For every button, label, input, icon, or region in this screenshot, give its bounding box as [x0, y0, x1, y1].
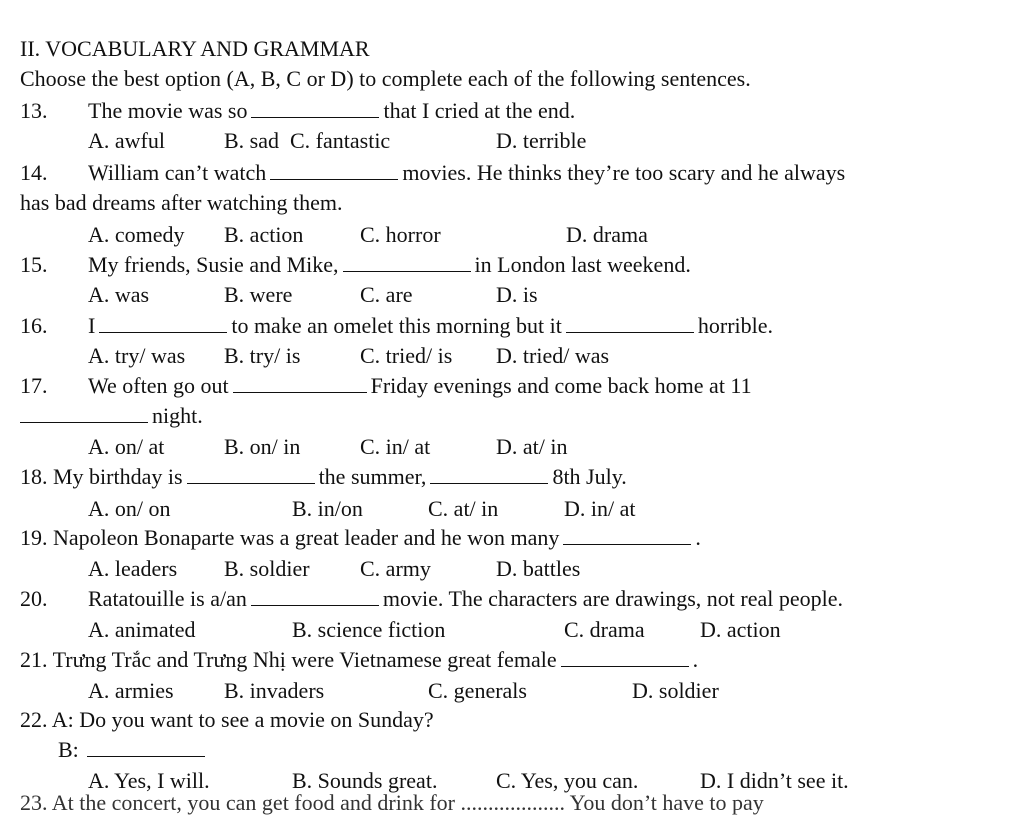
question-text: movies. He thinks they’re too scary and he always: [402, 160, 846, 185]
option-a[interactable]: A. on/ at: [88, 434, 165, 459]
option-c[interactable]: C. in/ at: [360, 434, 431, 459]
question-number: 14.: [20, 160, 48, 185]
question-text: 18. My birthday is: [20, 464, 183, 489]
option-b[interactable]: B. action: [224, 222, 304, 247]
question-17-continued: [20, 401, 203, 431]
question-17: [20, 371, 752, 401]
question-text: We often go out: [88, 373, 229, 398]
answer-blank[interactable]: [430, 463, 548, 484]
question-number: 17.: [20, 373, 48, 398]
question-text: .: [692, 647, 699, 672]
question-18: [20, 462, 627, 492]
option-b[interactable]: B. invaders: [224, 678, 325, 703]
answer-blank[interactable]: [233, 372, 367, 393]
speaker-label: B:: [58, 737, 79, 762]
option-d[interactable]: D. drama: [566, 222, 648, 247]
question-number: 13.: [20, 98, 48, 123]
option-a[interactable]: A. comedy: [88, 222, 185, 247]
question-13: [20, 96, 575, 126]
question-text: The movie was so: [88, 98, 248, 123]
section-heading: II. VOCABULARY AND GRAMMAR: [20, 36, 370, 61]
answer-blank[interactable]: [270, 159, 398, 180]
option-c[interactable]: C. fantastic: [290, 128, 391, 153]
question-text: that I cried at the end.: [383, 98, 576, 123]
question-text: 21. Trưng Trắc and Trưng Nhị were Vietnamese great female: [20, 647, 557, 672]
answer-blank[interactable]: [20, 402, 148, 423]
option-b[interactable]: B. science fiction: [292, 617, 446, 642]
question-text: to make an omelet this morning but it: [231, 313, 562, 338]
question-text: night.: [152, 403, 203, 428]
answer-blank[interactable]: [99, 312, 227, 333]
option-c[interactable]: C. at/ in: [428, 496, 499, 521]
option-d[interactable]: D. is: [496, 282, 538, 307]
question-21: [20, 645, 698, 675]
answer-blank[interactable]: [561, 646, 689, 667]
question-22: 22. A: Do you want to see a movie on Sunday?: [20, 707, 434, 732]
option-b[interactable]: B. soldier: [224, 556, 310, 581]
question-16: [20, 311, 773, 341]
option-a[interactable]: A. on/ on: [88, 496, 171, 521]
question-15: [20, 250, 691, 280]
option-b[interactable]: B. in/on: [292, 496, 363, 521]
option-a[interactable]: A. leaders: [88, 556, 178, 581]
option-c[interactable]: C. generals: [428, 678, 527, 703]
option-d[interactable]: D. soldier: [632, 678, 719, 703]
option-b[interactable]: B. were: [224, 282, 293, 307]
option-a[interactable]: A. armies: [88, 678, 174, 703]
option-a[interactable]: A. awful: [88, 128, 165, 153]
option-b[interactable]: B. Sounds great.: [292, 768, 438, 793]
option-d[interactable]: D. I didn’t see it.: [700, 768, 849, 793]
option-d[interactable]: D. at/ in: [496, 434, 568, 459]
option-c[interactable]: C. horror: [360, 222, 441, 247]
question-22-reply: [58, 735, 209, 765]
question-19: [20, 523, 701, 553]
option-b[interactable]: B. sad: [224, 128, 279, 153]
question-text: William can’t watch: [88, 160, 267, 185]
option-b[interactable]: B. try/ is: [224, 343, 301, 368]
option-b[interactable]: B. on/ in: [224, 434, 301, 459]
question-number: 16.: [20, 313, 48, 338]
answer-blank[interactable]: [187, 463, 315, 484]
question-text: I: [88, 313, 96, 338]
question-23-cutoff: 23. At the concert, you can get food and drink for ................... You don’t have to pay: [20, 790, 764, 815]
answer-blank[interactable]: [563, 524, 691, 545]
answer-blank[interactable]: [87, 736, 205, 757]
option-a[interactable]: A. try/ was: [88, 343, 186, 368]
question-text: in London last weekend.: [474, 252, 691, 277]
question-text: 8th July.: [552, 464, 627, 489]
option-d[interactable]: D. battles: [496, 556, 581, 581]
option-d[interactable]: D. terrible: [496, 128, 587, 153]
question-number: 15.: [20, 252, 48, 277]
question-text: the summer,: [318, 464, 427, 489]
option-d[interactable]: D. tried/ was: [496, 343, 610, 368]
question-text: .: [695, 525, 701, 550]
question-14: [20, 158, 845, 188]
question-20: [20, 584, 843, 614]
question-text: Friday evenings and come back home at 11: [370, 373, 752, 398]
option-c[interactable]: C. Yes, you can.: [496, 768, 639, 793]
option-d[interactable]: D. in/ at: [564, 496, 636, 521]
option-a[interactable]: A. Yes, I will.: [88, 768, 210, 793]
option-a[interactable]: A. animated: [88, 617, 196, 642]
question-text: movie. The characters are drawings, not real people.: [382, 586, 844, 611]
question-number: 20.: [20, 586, 48, 611]
question-14-continued: has bad dreams after watching them.: [20, 190, 343, 215]
option-c[interactable]: C. army: [360, 556, 431, 581]
option-c[interactable]: C. tried/ is: [360, 343, 453, 368]
option-c[interactable]: C. are: [360, 282, 413, 307]
answer-blank[interactable]: [566, 312, 694, 333]
option-c[interactable]: C. drama: [564, 617, 645, 642]
instruction-text: Choose the best option (A, B, C or D) to complete each of the following sentences.: [20, 66, 751, 91]
question-text: Ratatouille is a/an: [88, 586, 247, 611]
option-d[interactable]: D. action: [700, 617, 781, 642]
option-a[interactable]: A. was: [88, 282, 150, 307]
answer-blank[interactable]: [251, 585, 379, 606]
answer-blank[interactable]: [251, 97, 379, 118]
question-text: 19. Napoleon Bonaparte was a great leader and he won many: [20, 525, 560, 550]
question-text: horrible.: [697, 313, 774, 338]
question-text: My friends, Susie and Mike,: [88, 252, 339, 277]
answer-blank[interactable]: [343, 251, 471, 272]
